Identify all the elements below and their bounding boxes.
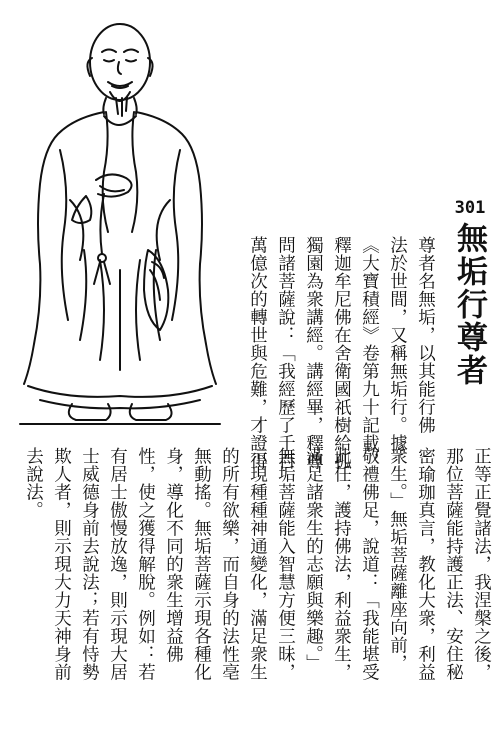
text-column: 法於世間，又稱無垢行。據 [387,236,408,452]
entry-title: 無垢行尊者 [451,222,487,387]
text-column: 士威德身前去說法；若有恃勢 [79,447,100,681]
text-column: 那位菩薩能持護正法、安住秘 [443,447,464,681]
text-column: 獨園為衆講經。講經畢，釋尊 [303,236,324,470]
text-column: 密瑜珈真言，教化大衆，利益 [415,447,436,681]
text-column: 性，使之獲得解脫。例如：若 [135,447,156,681]
text-column: 無垢菩薩能入智慧方便三昧， [275,447,296,681]
text-column: 敬禮佛足，說道：「我能堪受 [359,447,380,681]
text-column: 欺人者，則示現大力天神身前 [51,447,72,681]
text-column: 滿足諸衆生的志願與樂趣。」 [303,447,324,673]
text-column: 的所有欲樂，而自身的法性亳 [219,447,240,681]
text-column: 身，導化不同的衆生增益佛 [163,447,184,663]
text-column: 示現種種神通變化，滿足衆生 [247,447,268,681]
text-column: 無動搖。無垢菩薩示現各種化 [191,447,212,681]
text-column: 尊者名無垢，以其能行佛 [415,236,436,434]
text-column: 問諸菩薩說：「我經歷了千百 [275,236,296,470]
text-column: 正等正覺諸法，我涅槃之後， [471,447,492,681]
arhat-illustration [0,0,240,440]
text-column: 去說法。 [23,447,44,519]
text-column: 有居士傲慢放逸，則示現大居 [107,447,128,681]
text-column: 《大寶積經》卷第九十記載， [359,236,380,470]
text-column: 釋迦牟尼佛在舍衛國祇樹給孤 [331,236,352,470]
text-column: 此任，護持佛法，利益衆生， [331,447,352,681]
entry-number: 301 [454,198,486,218]
text-column: 衆生。」無垢菩薩離座向前， [387,447,408,673]
text-column: 萬億次的轉世與危難，才證得 [247,236,268,470]
